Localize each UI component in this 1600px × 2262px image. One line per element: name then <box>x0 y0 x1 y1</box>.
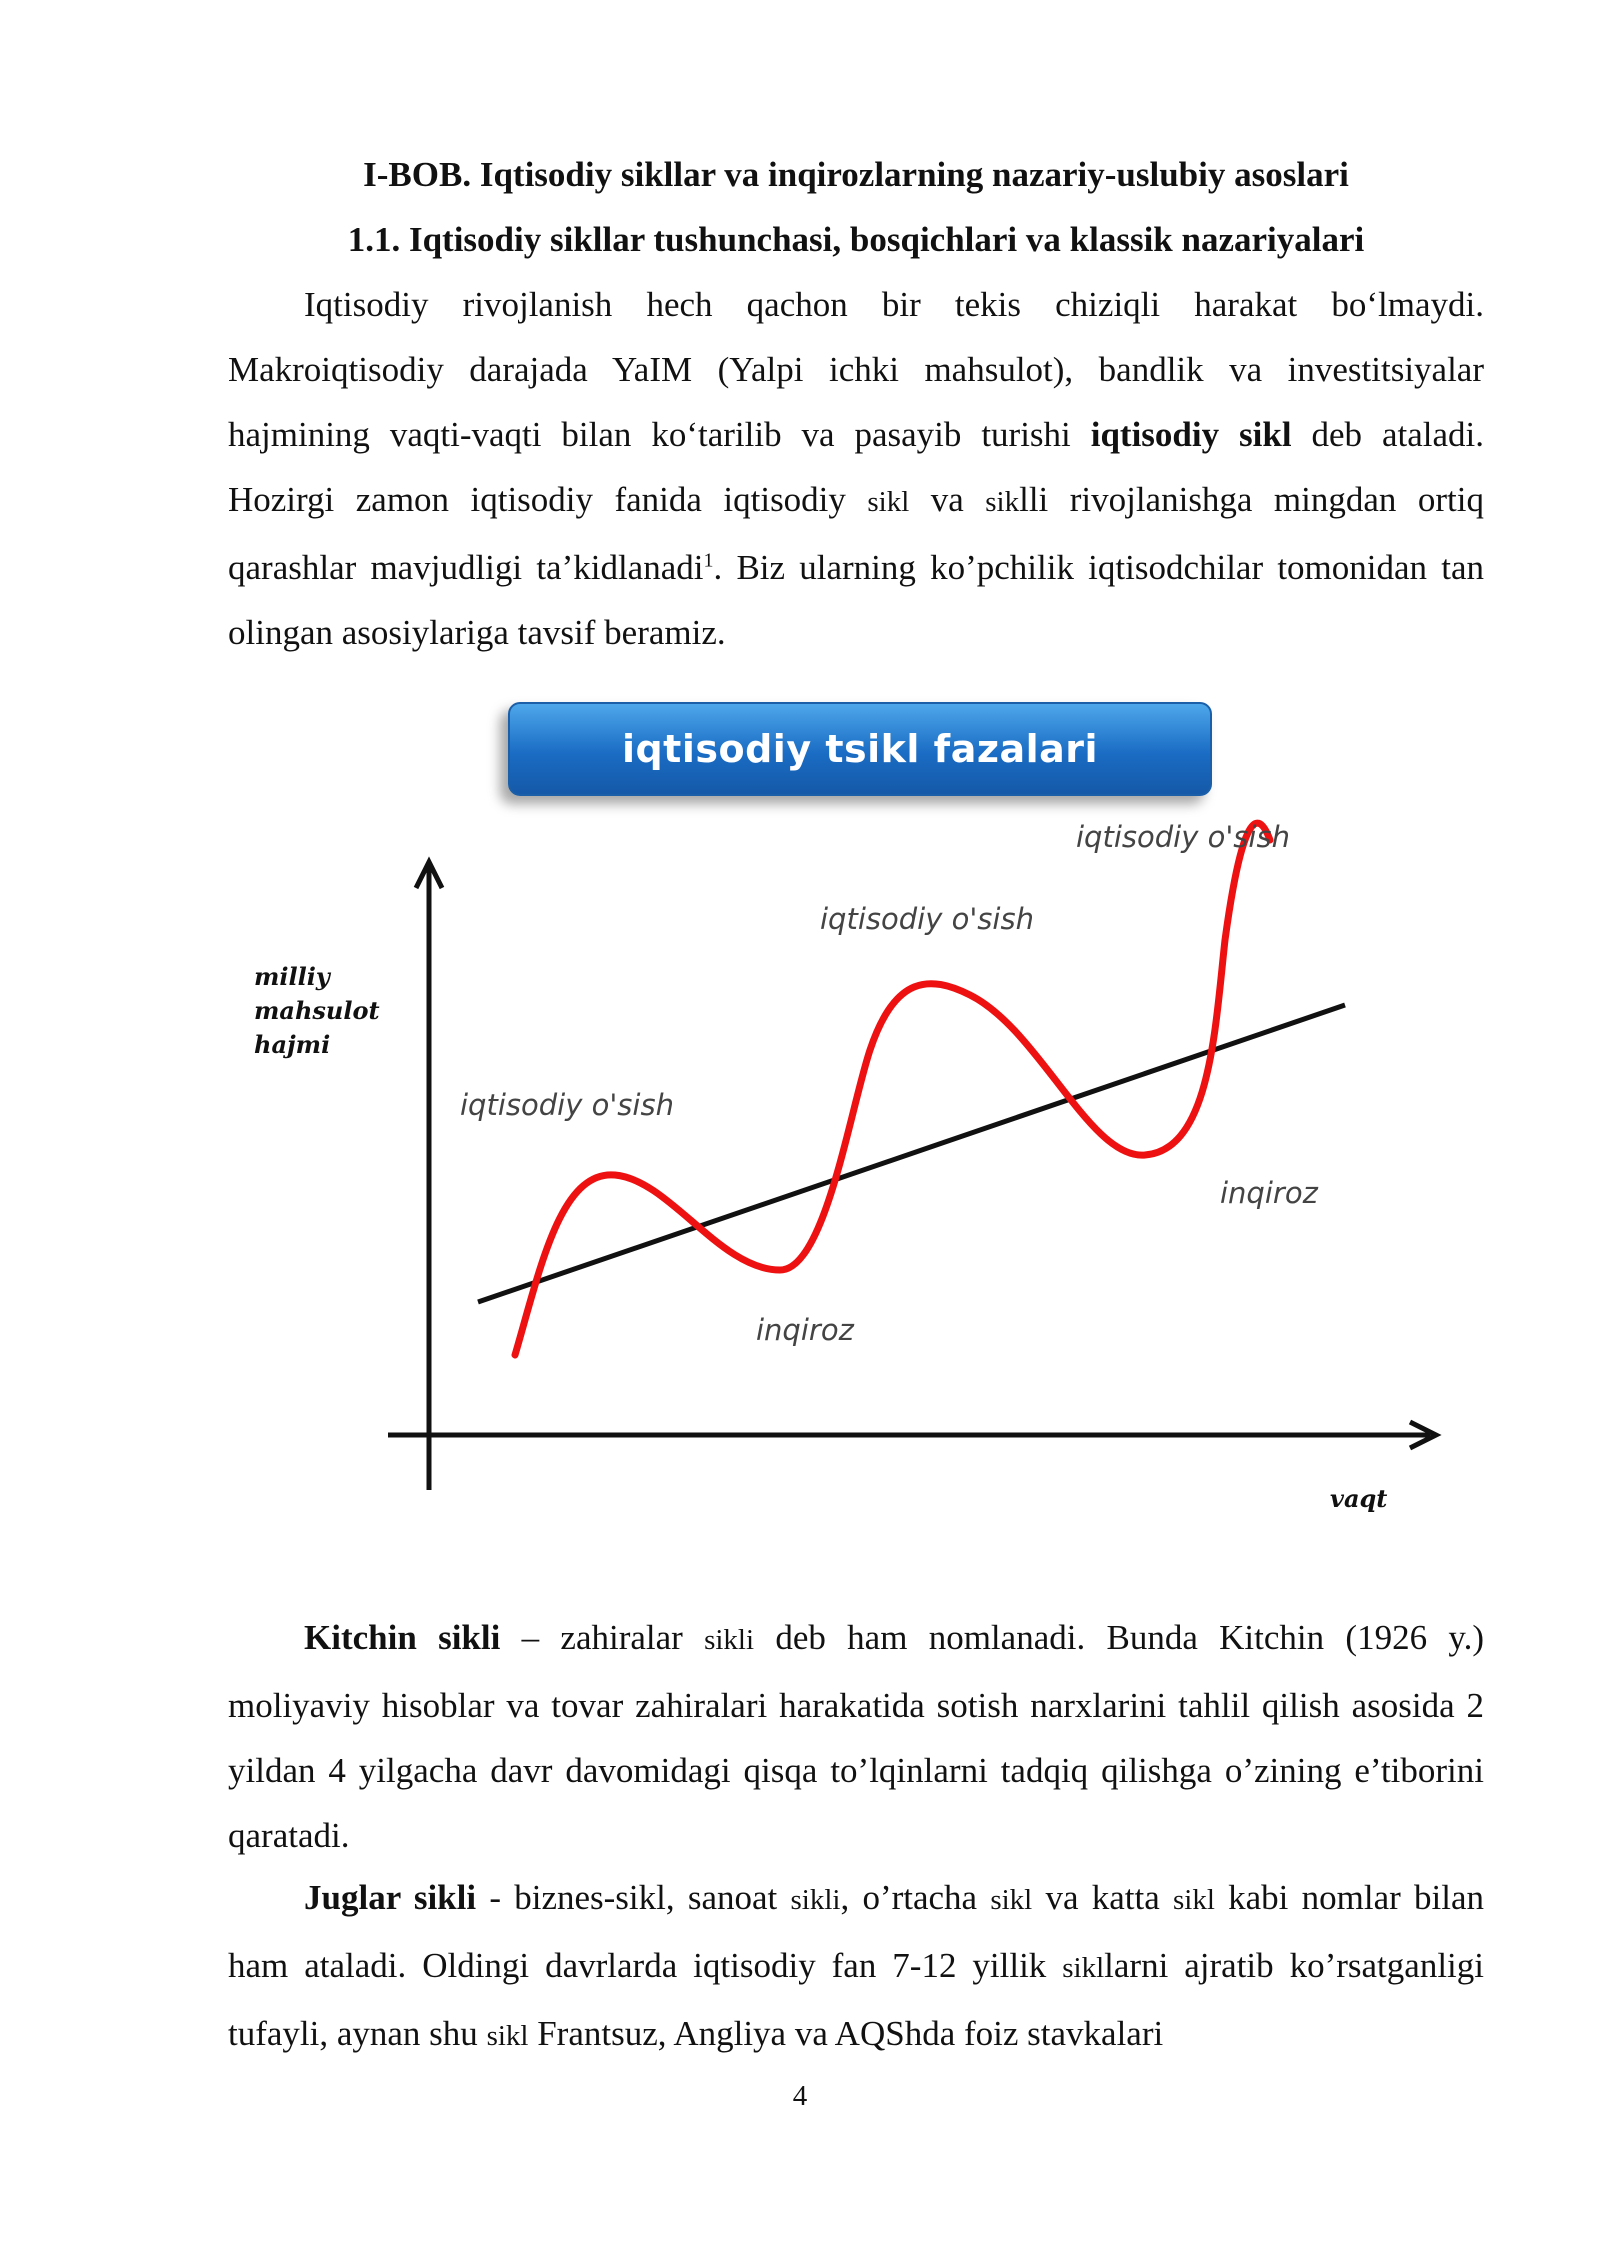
cycle-phases-figure <box>240 690 1470 1550</box>
kitchin-paragraph: Kitchin sikli – zahiralar sikli deb ham nomlanadi. Bunda Kitchin (1926 y.) moliyaviy hisoblar va tovar zahiralari harakatida sotish narxlarini tahlil qilish asosida 2 yildan 4 yilgacha davr davomidagi qisqa to’lqinlarni tadqiq qilishga o’zining e’tiborini qaratadi. <box>228 1618 1484 1855</box>
footnote-marker: 1 <box>703 549 714 572</box>
intro-paragraph: Iqtisodiy rivojlanish hech qachon bir tekis chiziqli harakat bo‘lmaydi. Makroiqtisodiy darajada YaIM (Yalpi ichki mahsulot), bandlik va investitsiyalar hajmining vaqti-vaqti bilan ko‘tarilib va pasayib turishi iqtisodiy sikl deb ataladi. Hozirgi zamon iqtisodiy fanida iqtisodiy sikl va siklli rivojlanishga mingdan ortiq qarashlar mavjudligi ta’kidlanadi$^1$. Biz ularning ko’pchilik iqtisodchilar tomonidan tan olingan asosiylariga tavsif beramiz. <box>228 285 1485 652</box>
juglar-paragraph: Juglar sikli - biznes-sikl, sanoat sikli, o’rtacha sikl va katta sikl kabi nomlar bilan ham ataladi. Oldingi davrlarda iqtisodiy fan 7-12 yillik sikllarni ajratib ko’rsatganligi tufayli, aynan shu sikl Frantsuz, Angliya va AQShda foiz stavkalari <box>228 1878 1484 2053</box>
key-term: iqtisodiy sikl <box>1090 415 1292 454</box>
cycle-chart <box>240 690 1470 1550</box>
section-heading: 1.1. Iqtisodiy sikllar tushunchasi, bosqichlari va klassik nazariyalari <box>347 220 1365 259</box>
x-axis-label: vaqt <box>1330 1484 1388 1513</box>
chapter-heading: I-BOB. Iqtisodiy sikllar va inqirozlarning nazariy-uslubiy asoslari <box>363 155 1349 194</box>
figure-title: iqtisodiy tsikl fazalari <box>621 727 1099 771</box>
x-axis <box>388 1422 1436 1448</box>
growth-label-1: iqtisodiy o'sish <box>460 1088 674 1122</box>
growth-label-3: iqtisodiy o'sish <box>1076 820 1290 854</box>
y-axis <box>416 862 442 1490</box>
juglar-term: Juglar sikli <box>304 1878 477 1917</box>
crisis-label-1: inqiroz <box>756 1313 854 1347</box>
page-number: 4 <box>792 2080 808 2112</box>
growth-label-2: iqtisodiy o'sish <box>820 902 1034 936</box>
kitchin-term: Kitchin sikli <box>304 1618 501 1657</box>
crisis-label-2: inqiroz <box>1220 1176 1318 1210</box>
y-axis-label: milliy mahsulot hajmi <box>254 962 380 1059</box>
